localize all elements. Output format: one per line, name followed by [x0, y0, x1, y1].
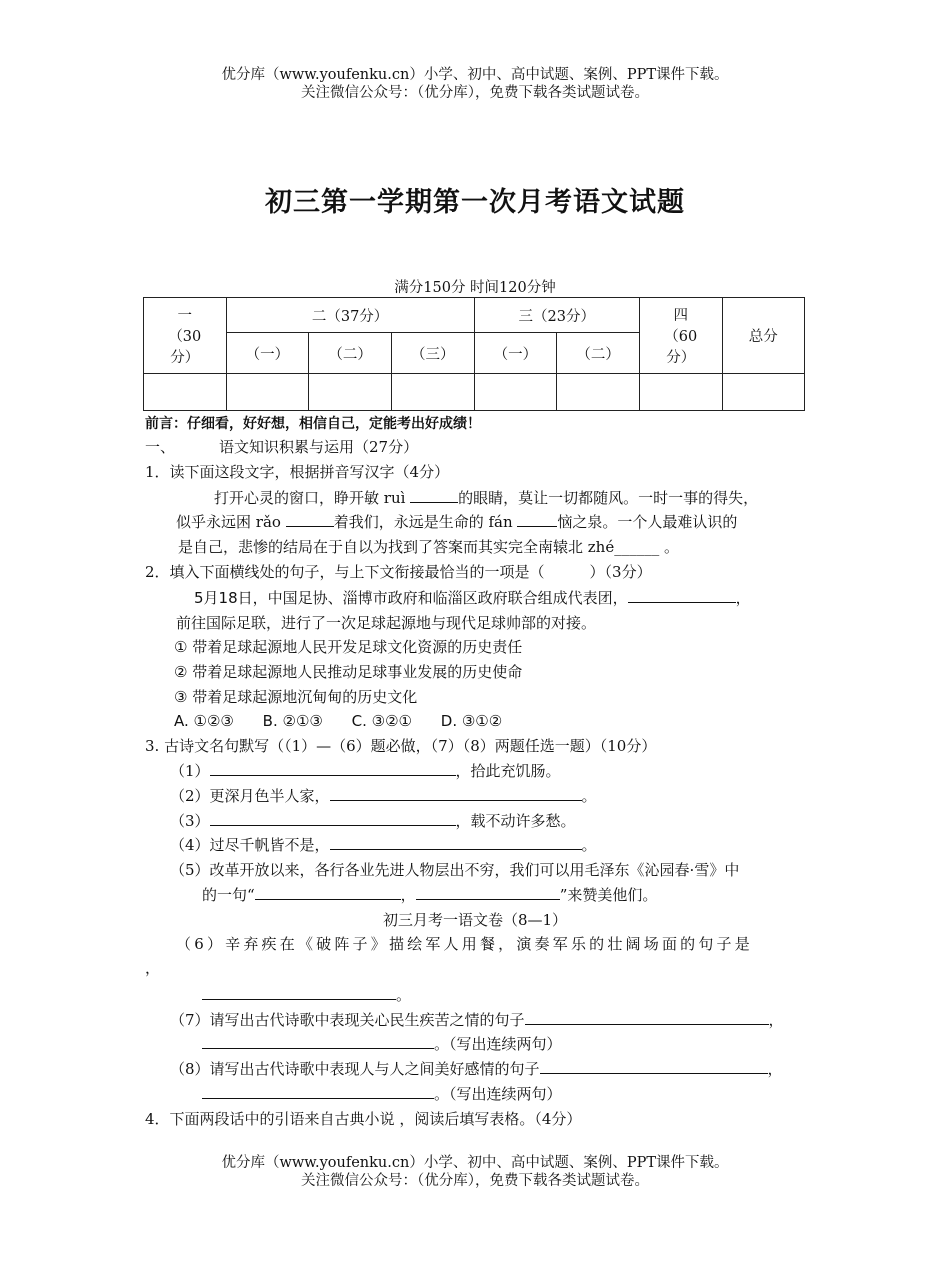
score-cell[interactable]	[309, 374, 392, 411]
page-header	[0, 66, 950, 102]
q2-option-1: ① 带着足球起源地人民开发足球文化资源的历史责任	[174, 638, 523, 656]
answer-blank[interactable]	[540, 1059, 768, 1074]
answer-blank[interactable]	[330, 835, 582, 850]
q3-item-4: （4）过尽千帆皆不是， 。	[170, 836, 597, 854]
q4-stem: 4．下面两段话中的引语来自古典小说 ，阅读后填写表格。（4分）	[145, 1110, 582, 1128]
score-table	[143, 297, 805, 411]
header-line-1: 优分库（www.youfenku.cn）小学、初中、高中试题、案例、PPT课件下载。	[221, 67, 729, 83]
q3-item-5-line-1: （5）改革开放以来，各行各业先进人物层出不穷，我们可以用毛泽东《沁园春·雪》中	[170, 861, 740, 879]
q2-option-2: ② 带着足球起源地人民推动足球事业发展的历史使命	[174, 663, 523, 681]
choice-d[interactable]: D. ③①②	[440, 712, 503, 730]
q2-passage-2: 前往国际足联，进行了一次足球起源地与现代足球帅部的对接。	[176, 614, 597, 632]
score-cell[interactable]	[557, 374, 640, 411]
score-header-part1: 一 （30 分）	[144, 298, 227, 374]
q3-stem: 3. 古诗文名句默写（（1）—（6）题必做，（7）（8）两题任选一题）（10分）	[145, 737, 657, 755]
score-cell[interactable]	[474, 374, 557, 411]
q3-item-2: （2）更深月色半人家， 。	[170, 787, 597, 805]
answer-blank[interactable]	[286, 512, 334, 527]
q2-choices	[174, 711, 502, 731]
q2-stem: 2．填入下面横线处的句子，与上下文衔接最恰当的一项是（ ）（3分）	[145, 563, 652, 581]
choice-b[interactable]: B. ②①③	[262, 712, 323, 730]
q3-item-5-line-2: 的一句“ ， ”来赞美他们。	[202, 886, 658, 904]
exam-title: 初三第一学期第一次月考语文试题	[265, 187, 685, 218]
q3-item-7: （7）请写出古代诗歌中表现关心民生疾苦之情的句子 ，	[170, 1011, 784, 1029]
score-cell[interactable]	[226, 374, 309, 411]
q1-line-2: 似乎永远困 rǎo 着我们，永远是生命的 fán 恼之泉。一个人最难认识的	[176, 513, 738, 531]
answer-blank[interactable]	[210, 761, 456, 776]
answer-blank[interactable]: ______	[614, 538, 660, 556]
score-header-part2: 二（37分）	[226, 298, 474, 333]
footer-line-2: 关注微信公众号：（优分库），免费下载各类试题试卷。	[301, 1173, 649, 1189]
q1-stem: 1．读下面这段文字，根据拼音写汉字（4分）	[145, 463, 450, 481]
score-cell[interactable]	[144, 374, 227, 411]
answer-blank[interactable]	[255, 885, 401, 900]
choice-a[interactable]: A. ①②③	[174, 712, 234, 730]
q3-item-6-line-2: ，	[145, 959, 161, 977]
answer-blank[interactable]	[628, 588, 736, 603]
answer-blank[interactable]	[202, 1034, 434, 1049]
section-1-heading: 一、 语文知识积累与运用（27分）	[145, 438, 419, 456]
page-footer	[0, 1154, 950, 1190]
score-note: 满分150分 时间120分钟	[394, 280, 556, 296]
score-header-part4: 四 （60 分）	[639, 298, 722, 374]
q1-line-3: 是自己，悲惨的结局在于自以为找到了答案而其实完全南辕北 zhé______ 。	[178, 538, 679, 556]
header-line-2: 关注微信公众号：（优分库），免费下载各类试题试卷。	[301, 85, 649, 101]
q2-option-3: ③ 带着足球起源地沉甸甸的历史文化	[174, 688, 418, 706]
q3-item-1: （1） ，拾此充饥肠。	[170, 762, 561, 780]
answer-blank[interactable]	[517, 512, 557, 527]
score-cell[interactable]	[722, 374, 804, 411]
score-subheader: （二）	[309, 333, 392, 374]
footer-line-1: 优分库（www.youfenku.cn）小学、初中、高中试题、案例、PPT课件下载。	[221, 1155, 729, 1171]
score-header-part3: 三（23分）	[474, 298, 639, 333]
answer-blank[interactable]	[202, 1084, 434, 1099]
q3-item-8: （8）请写出古代诗歌中表现人与人之间美好感情的句子 ，	[170, 1060, 783, 1078]
score-subheader: （一）	[226, 333, 309, 374]
score-cell[interactable]	[639, 374, 722, 411]
preface: 前言：仔细看，好好想，相信自己，定能考出好成绩！	[145, 416, 481, 432]
q3-item-7-line-2: 。（写出连续两句）	[202, 1034, 562, 1054]
score-cell[interactable]	[391, 374, 474, 411]
choice-c[interactable]: C. ③②①	[351, 712, 412, 730]
answer-blank[interactable]	[330, 786, 582, 801]
q3-item-8-line-2: 。（写出连续两句）	[202, 1084, 562, 1104]
q1-line-1: 打开心灵的窗口，睁开敏 ruì 的眼睛，莫让一切都随风。一时一事的得失，	[214, 489, 759, 507]
answer-blank[interactable]	[202, 985, 396, 1000]
answer-blank[interactable]	[410, 488, 458, 503]
q3-item-6-line-1: （6）辛弃疾在《破阵子》描绘军人用餐，演奏军乐的壮阔场面的句子是	[176, 935, 753, 953]
q2-passage-1: 5月18日，中国足协、淄博市政府和临淄区政府联合组成代表团， ，	[194, 589, 751, 607]
score-header-total: 总分	[722, 298, 804, 374]
q3-item-6-line-3: 。	[202, 985, 411, 1005]
answer-blank[interactable]	[210, 811, 456, 826]
q3-item-3: （3） ，载不动许多愁。	[170, 812, 576, 830]
score-subheader: （一）	[474, 333, 557, 374]
answer-blank[interactable]	[416, 885, 560, 900]
score-subheader: （二）	[557, 333, 640, 374]
answer-blank[interactable]	[525, 1010, 769, 1025]
score-subheader: （三）	[391, 333, 474, 374]
page-footer-label: 初三月考一语文卷（8—1）	[382, 911, 568, 929]
